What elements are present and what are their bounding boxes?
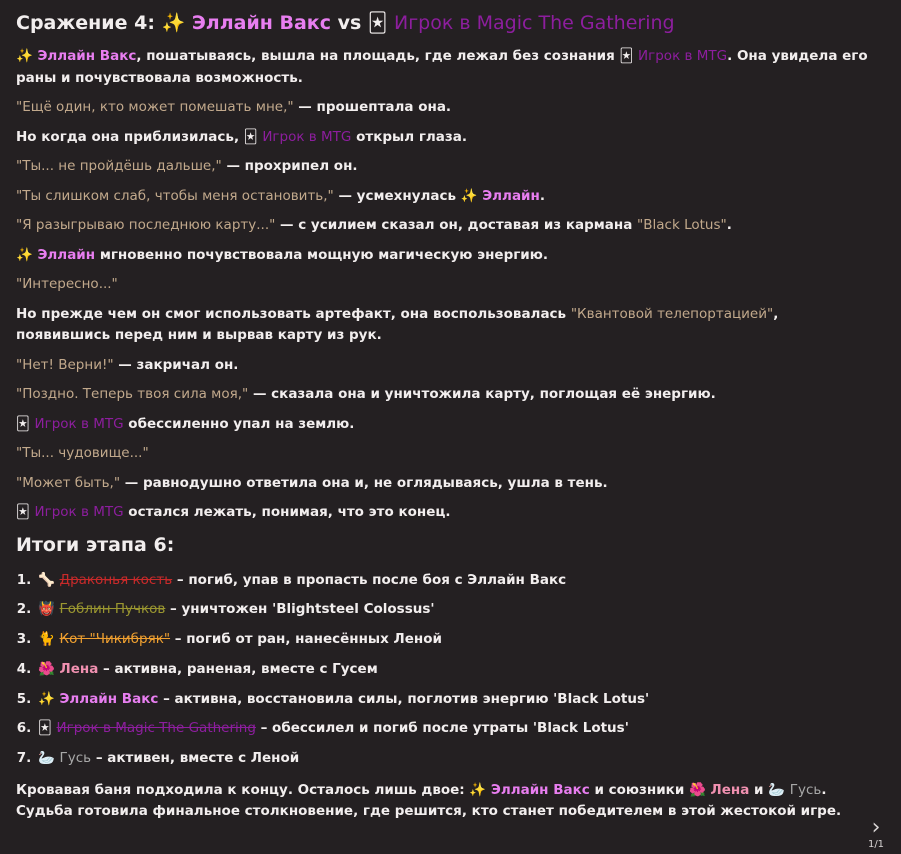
mtg-player-name: Игрок в МТG (34, 415, 124, 432)
ella-name: Эллайн (482, 187, 540, 204)
story-paragraph (16, 46, 876, 89)
sparkles-icon: ✨ (469, 781, 487, 798)
playing-card-icon: 🃏 (619, 48, 634, 64)
ella-name: Эллайн Вакс (490, 781, 590, 798)
list-item (36, 570, 876, 592)
story-text: — прохрипел он. (226, 158, 358, 174)
character-status: – активна, раненая, вместе с Гусем (103, 660, 378, 677)
story-paragraph (16, 473, 876, 495)
black-lotus-name: "Black Lotus" (637, 217, 727, 233)
list-item (36, 718, 876, 740)
quote: "Ты слишком слаб, чтобы меня остановить," (16, 187, 334, 204)
quote: "Ты... не пройдёшь дальше," (16, 158, 222, 174)
story-text: , появившись перед ним и вырвав карту из рук. (16, 305, 779, 343)
story-paragraph (16, 443, 876, 465)
sparkles-icon: ✨ (16, 246, 33, 263)
flower-icon: 🌺 (689, 781, 706, 798)
story-text: остался лежать, понимая, что это конец. (128, 504, 451, 520)
playing-card-icon: 🃏 (16, 504, 30, 520)
quote: "Ты... чудовище..." (16, 445, 149, 461)
story-text: и (754, 781, 764, 798)
swan-icon: 🦢 (768, 781, 786, 798)
sparkles-icon: ✨ (161, 12, 186, 34)
character-status: – обессилел и погиб после утраты 'Black Lotus' (260, 720, 629, 737)
sparkles-icon: ✨ (38, 690, 55, 707)
pagination (861, 817, 891, 850)
results-title: Итоги этапа 6: (16, 533, 175, 556)
quote: "Нет! Верни!" (16, 356, 114, 373)
sparkles-icon: ✨ (16, 48, 33, 64)
results-list (16, 570, 876, 770)
story-paragraph (16, 274, 876, 296)
story-paragraph: "Ты слишком слаб, чтобы меня остановить," — усмехнулась ✨ Эллайн. (16, 187, 545, 204)
story-text: — сказала она и уничтожила карту, поглощая её энергию. (252, 386, 716, 402)
ending-paragraph (16, 780, 876, 823)
ella-name: Эллайн Вакс (37, 48, 137, 64)
story-text: — усмехнулась (338, 187, 457, 204)
character-status: – погиб от ран, нанесённых Леной (174, 631, 442, 648)
character-name: Драконья кость (59, 571, 173, 588)
page-counter: 1/1 (867, 839, 885, 850)
story-text: , пошатываясь, вышла на площадь, где лежал без сознания (136, 48, 615, 64)
flower-icon: 🌺 (38, 660, 55, 677)
story-text: обессиленно упал на землю. (128, 415, 355, 432)
mtg-player-name: Игрок в МТG (262, 128, 352, 145)
story-text: — равнодушно ответила она и, не оглядываясь, ушла в тень. (124, 474, 608, 491)
vs-label: vs (337, 12, 362, 34)
ella-name: Эллайн Вакс (191, 12, 331, 34)
chat-message (16, 8, 876, 831)
story-text: мгновенно почувствовала мощную магическую энергию. (99, 246, 549, 263)
story-paragraph (16, 355, 876, 377)
next-page-button[interactable]: › (871, 815, 881, 840)
story-text: Но когда она приблизилась, (16, 128, 240, 145)
list-item (36, 629, 876, 651)
playing-card-icon: 🃏 (243, 128, 258, 145)
playing-card-icon: 🃏 (38, 720, 52, 737)
character-name: Кот "Чикибряк" (59, 631, 171, 648)
cat-icon: 🐈 (38, 631, 55, 648)
mtg-player-name: Игрок в МТG (34, 504, 124, 520)
story-paragraph (16, 245, 876, 267)
goose-name: Гусь (789, 781, 822, 798)
quote: "Квантовой телепортацией" (570, 305, 774, 322)
story-text: . Судьба готовила финальное столкновение, где решится, кто станет победителем в этой жестокой игре. (16, 781, 842, 820)
quote: "Ещё один, кто может помешать мне," (16, 99, 294, 115)
swan-icon: 🦢 (38, 750, 55, 767)
quote: "Поздно. Теперь твоя сила моя," (16, 386, 249, 402)
story-text: . Она увидела его раны и почувствовала возможность. (16, 48, 868, 86)
list-item (36, 599, 876, 621)
playing-card-icon: 🃏 (16, 415, 30, 432)
ella-name: Эллайн (37, 246, 96, 263)
story-text: Кровавая баня подходила к концу. Осталось лишь двое: (16, 781, 465, 798)
character-name: Лена (59, 660, 99, 677)
list-item (36, 659, 876, 681)
list-item (36, 689, 876, 711)
story-text: открыл глаза. (356, 128, 467, 145)
mtg-player-name: Игрок в МТG (638, 48, 728, 64)
quote: "Может быть," (16, 474, 121, 491)
lena-name: Лена (710, 781, 750, 798)
story-paragraph (16, 414, 876, 436)
story-text: Но прежде чем он смог использовать артефакт, она воспользовалась (16, 305, 567, 322)
character-name: Гусь (59, 750, 92, 767)
character-status: – активна, восстановила силы, поглотив энергию 'Black Lotus' (163, 690, 650, 707)
story-text: — прошептала она. (298, 99, 452, 115)
story-text: — закричал он. (118, 356, 239, 373)
story-paragraph (16, 502, 876, 524)
story-paragraph: "Я разыгрываю последнюю карту..." — с усилием сказал он, доставая из кармана "Black Lotus". (16, 217, 732, 233)
playing-card-icon: 🃏 (367, 12, 388, 34)
story-paragraph (16, 97, 876, 119)
list-item (36, 748, 876, 770)
story-paragraph (16, 384, 876, 406)
quote: "Интересно..." (16, 276, 118, 292)
character-name: Гоблин Пучков (59, 601, 166, 618)
battle-title (16, 8, 876, 38)
story-text: — с усилием сказал он, доставая из кармана (280, 217, 633, 233)
character-name: Эллайн Вакс (59, 690, 159, 707)
story-paragraph (16, 304, 876, 347)
goblin-icon: 👹 (38, 601, 55, 618)
character-name: Игрок в Magic The Gathering (56, 720, 256, 737)
bone-icon: 🦴 (38, 571, 55, 588)
battle-title-prefix: Сражение 4: (16, 12, 155, 34)
story-paragraph (16, 127, 876, 149)
mtg-player-name: Игрок в Magic The Gathering (393, 12, 675, 34)
character-status: – уничтожен 'Blightsteel Colossus' (170, 601, 435, 618)
character-status: – активен, вместе с Леной (95, 750, 300, 767)
story-paragraph (16, 156, 876, 178)
sparkles-icon: ✨ (460, 187, 478, 204)
story-text: и союзники (594, 781, 685, 798)
character-status: – погиб, упав в пропасть после боя с Эллайн Вакс (176, 571, 567, 588)
quote: "Я разыгрываю последнюю карту..." (16, 217, 276, 233)
